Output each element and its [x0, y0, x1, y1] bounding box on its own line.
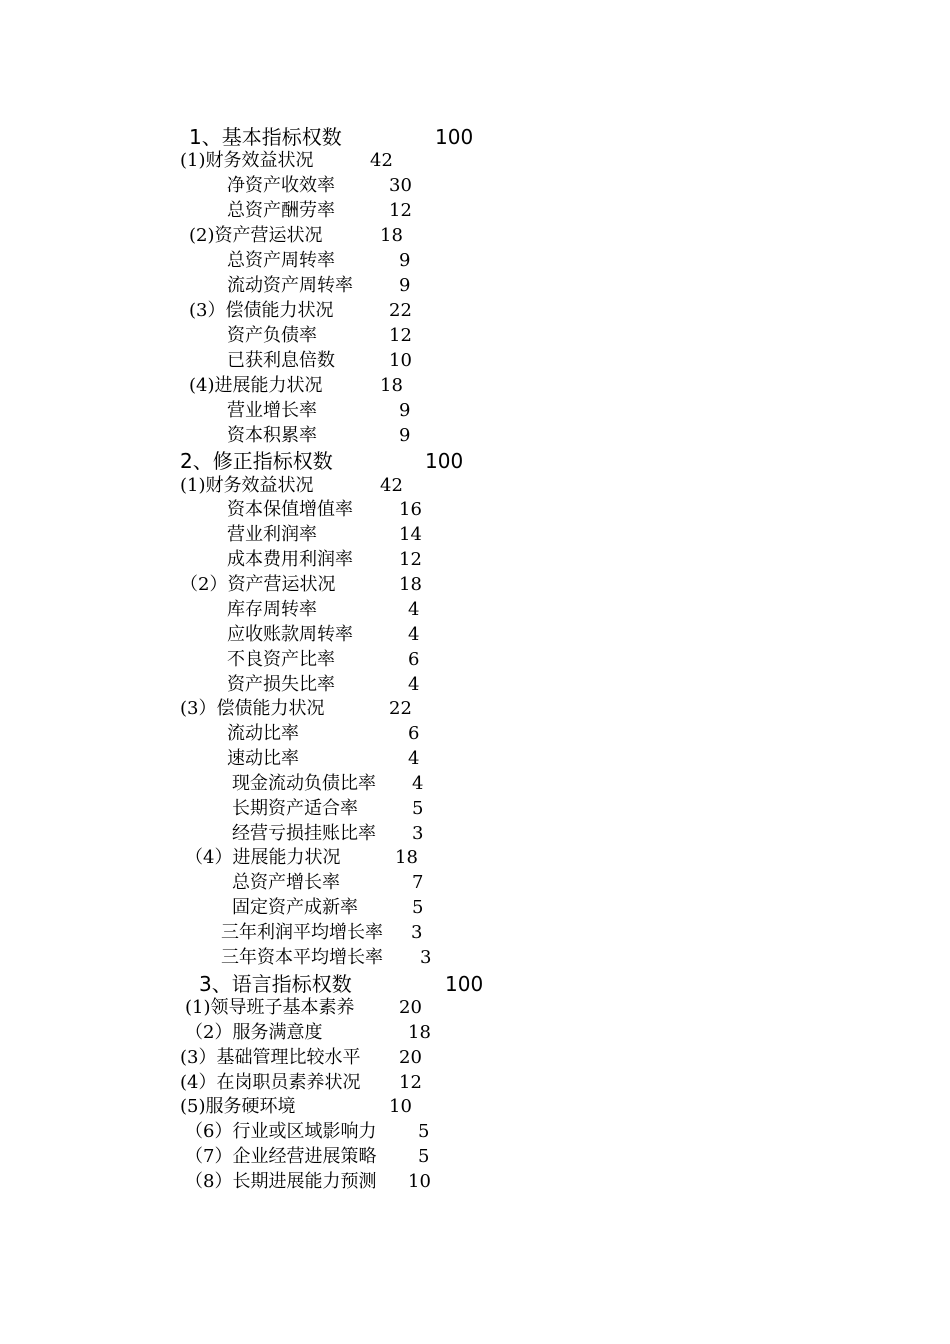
- item-label: 营业增长率: [227, 400, 317, 421]
- item-value: 9: [399, 400, 411, 421]
- item-value: 6: [408, 723, 420, 744]
- item-label: 净资产收效率: [227, 175, 335, 196]
- item-label: （2）服务满意度: [185, 1022, 323, 1043]
- item-value: 10: [389, 350, 412, 371]
- item-label: 三年资本平均增长率: [221, 947, 383, 968]
- item-label: (1)财务效益状况: [180, 475, 314, 496]
- item-value: 3: [420, 947, 432, 968]
- item-label: 速动比率: [227, 748, 299, 769]
- item-label: 流动比率: [227, 723, 299, 744]
- item-value: 4: [412, 773, 424, 794]
- item-value: 9: [399, 425, 411, 446]
- section-1-total: 100: [435, 125, 474, 149]
- item-label: (3）偿债能力状况: [189, 300, 334, 321]
- section-1-heading: 1、基本指标权数: [189, 125, 342, 149]
- item-value: 12: [399, 549, 422, 570]
- item-value: 20: [399, 1047, 422, 1068]
- item-value: 22: [389, 698, 412, 719]
- item-label: 资产损失比率: [227, 674, 335, 695]
- item-label: 不良资产比率: [227, 649, 335, 670]
- item-value: 10: [408, 1171, 431, 1192]
- item-value: 5: [418, 1146, 430, 1167]
- item-label: (1)领导班子基本素养: [185, 997, 355, 1018]
- item-label: 现金流动负债比率: [232, 773, 376, 794]
- item-label: 三年利润平均增长率: [221, 922, 383, 943]
- item-value: 4: [408, 674, 420, 695]
- item-value: 5: [412, 897, 424, 918]
- item-label: (5)服务硬环境: [180, 1096, 296, 1117]
- item-value: 4: [408, 748, 420, 769]
- item-label: 已获利息倍数: [227, 350, 335, 371]
- item-label: （2）资产营运状况: [180, 574, 336, 595]
- item-label: 经营亏损挂账比率: [232, 823, 376, 844]
- item-value: 42: [370, 150, 393, 171]
- section-2-heading: 2、修正指标权数: [180, 449, 333, 473]
- item-value: 12: [389, 200, 412, 221]
- item-label: (3）偿债能力状况: [180, 698, 325, 719]
- item-value: 3: [411, 922, 423, 943]
- item-value: 30: [389, 175, 412, 196]
- item-value: 12: [399, 1072, 422, 1093]
- item-value: 22: [389, 300, 412, 321]
- item-value: 18: [380, 225, 403, 246]
- item-value: 3: [412, 823, 424, 844]
- item-label: （4）进展能力状况: [185, 847, 341, 868]
- item-label: 长期资产适合率: [232, 798, 358, 819]
- item-value: 9: [399, 250, 411, 271]
- item-label: 资本积累率: [227, 425, 317, 446]
- item-label: 总资产增长率: [232, 872, 340, 893]
- item-value: 18: [395, 847, 418, 868]
- item-value: 7: [412, 872, 424, 893]
- item-label: 库存周转率: [227, 599, 317, 620]
- section-3-total: 100: [445, 972, 484, 996]
- item-label: 流动资产周转率: [227, 275, 353, 296]
- item-label: （8）长期进展能力预测: [185, 1171, 377, 1192]
- item-label: 资产负债率: [227, 325, 317, 346]
- item-label: 营业利润率: [227, 524, 317, 545]
- section-2-total: 100: [425, 449, 464, 473]
- item-value: 12: [389, 325, 412, 346]
- item-label: 资本保值增值率: [227, 499, 353, 520]
- item-label: (2)资产营运状况: [189, 225, 323, 246]
- section-3-heading: 3、语言指标权数: [199, 972, 352, 996]
- item-label: （7）企业经营进展策略: [185, 1146, 377, 1167]
- item-value: 4: [408, 599, 420, 620]
- item-label: 应收账款周转率: [227, 624, 353, 645]
- item-value: 5: [412, 798, 424, 819]
- item-label: （6）行业或区域影响力: [185, 1121, 377, 1142]
- item-value: 42: [380, 475, 403, 496]
- item-value: 18: [408, 1022, 431, 1043]
- item-label: (4)进展能力状况: [189, 375, 323, 396]
- item-value: 5: [418, 1121, 430, 1142]
- item-label: 固定资产成新率: [232, 897, 358, 918]
- item-value: 4: [408, 624, 420, 645]
- item-value: 18: [380, 375, 403, 396]
- item-value: 20: [399, 997, 422, 1018]
- item-label: 总资产酬劳率: [227, 200, 335, 221]
- item-label: (4）在岗职员素养状况: [180, 1072, 361, 1093]
- item-value: 6: [408, 649, 420, 670]
- item-value: 14: [399, 524, 422, 545]
- item-value: 10: [389, 1096, 412, 1117]
- item-value: 9: [399, 275, 411, 296]
- item-value: 16: [399, 499, 422, 520]
- item-label: 总资产周转率: [227, 250, 335, 271]
- item-label: (3）基础管理比较水平: [180, 1047, 361, 1068]
- item-label: 成本费用利润率: [227, 549, 353, 570]
- item-value: 18: [399, 574, 422, 595]
- item-label: (1)财务效益状况: [180, 150, 314, 171]
